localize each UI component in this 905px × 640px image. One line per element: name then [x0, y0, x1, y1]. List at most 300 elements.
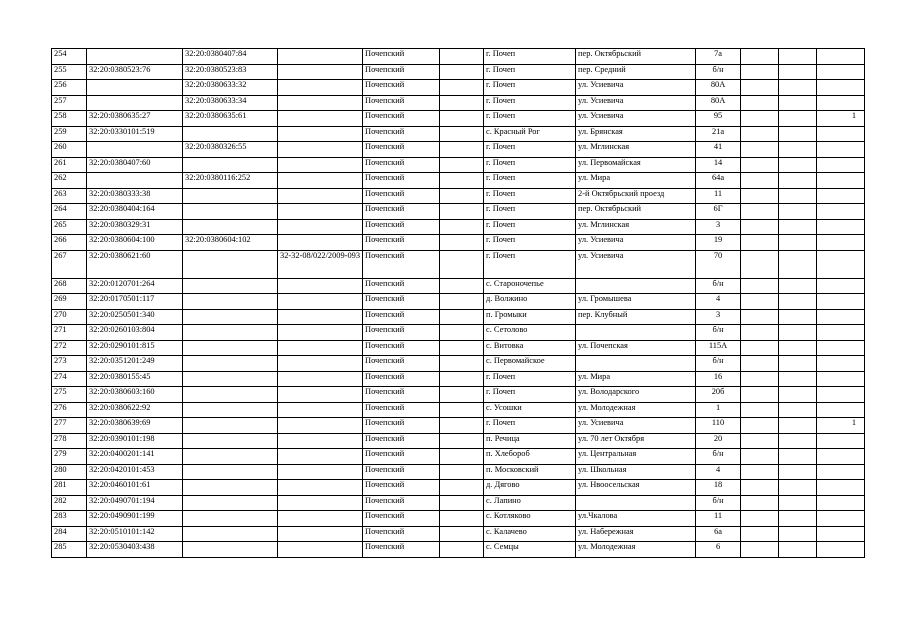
- cell-settlement: г. Почеп: [484, 250, 576, 278]
- cell-registration-number: [278, 188, 363, 204]
- cell-cadastral-number: 32:20:0490701:194: [87, 495, 183, 511]
- cell-extra-3: [779, 309, 817, 325]
- cell-settlement: г. Почеп: [484, 49, 576, 65]
- cell-settlement: с. Сетолово: [484, 325, 576, 341]
- cell-street: ул. Володарского: [576, 387, 696, 403]
- cell-cadastral-number: [87, 49, 183, 65]
- cell-row-number: 269: [52, 294, 87, 310]
- cell-extra-2: [741, 188, 779, 204]
- cell-cadastral-number: 32:20:0380635:27: [87, 111, 183, 127]
- cell-settlement: г. Почеп: [484, 111, 576, 127]
- cell-cadastral-number: 32:20:0420101:453: [87, 464, 183, 480]
- cell-flag: 1: [817, 418, 865, 434]
- cell-house-number: 6а: [696, 526, 741, 542]
- cell-row-number: 271: [52, 325, 87, 341]
- cell-district: Почепский: [363, 204, 440, 220]
- cell-house-number: 21а: [696, 126, 741, 142]
- cell-flag: [817, 309, 865, 325]
- cell-registration-number: [278, 173, 363, 189]
- cell-cadastral-number-2: 32:20:0380604:102: [183, 235, 278, 251]
- cell-settlement: г. Почеп: [484, 235, 576, 251]
- table-row: [52, 418, 865, 434]
- cell-cadastral-number-2: [183, 495, 278, 511]
- cell-extra: [440, 526, 484, 542]
- cell-registration-number: [278, 542, 363, 558]
- cell-cadastral-number-2: 32:20:0380326:55: [183, 142, 278, 158]
- cell-cadastral-number-2: [183, 371, 278, 387]
- table-row: [52, 542, 865, 558]
- cell-street: ул. Усиевича: [576, 250, 696, 278]
- cell-registration-number: [278, 278, 363, 294]
- cell-cadastral-number-2: [183, 387, 278, 403]
- cell-registration-number: [278, 325, 363, 341]
- cell-cadastral-number-2: [183, 511, 278, 527]
- cell-extra-3: [779, 464, 817, 480]
- cell-street: [576, 495, 696, 511]
- cell-extra-2: [741, 495, 779, 511]
- cell-cadastral-number: 32:20:0400201:141: [87, 449, 183, 465]
- table-row: [52, 511, 865, 527]
- cell-extra-3: [779, 542, 817, 558]
- cell-cadastral-number-2: [183, 480, 278, 496]
- table-row: [52, 526, 865, 542]
- cell-settlement: п. Хлебороб: [484, 449, 576, 465]
- table-row: [52, 49, 865, 65]
- cell-street: ул. Молодежная: [576, 542, 696, 558]
- cell-flag: [817, 325, 865, 341]
- table-row: [52, 157, 865, 173]
- cell-extra: [440, 80, 484, 96]
- table-row: [52, 433, 865, 449]
- cell-street: 2-й Октябрьский проезд: [576, 188, 696, 204]
- cell-extra-3: [779, 340, 817, 356]
- cell-row-number: 261: [52, 157, 87, 173]
- cell-district: Почепский: [363, 111, 440, 127]
- table-row: [52, 480, 865, 496]
- cell-flag: [817, 49, 865, 65]
- table-row: [52, 387, 865, 403]
- cell-extra: [440, 126, 484, 142]
- cell-registration-number: [278, 235, 363, 251]
- cell-settlement: г. Почеп: [484, 371, 576, 387]
- cell-cadastral-number: 32:20:0380404:164: [87, 204, 183, 220]
- cell-row-number: 284: [52, 526, 87, 542]
- cell-extra-3: [779, 294, 817, 310]
- cell-cadastral-number-2: 32:20:0380523:83: [183, 64, 278, 80]
- cell-street: ул. Усиевича: [576, 111, 696, 127]
- cell-street: ул.Чкалова: [576, 511, 696, 527]
- cell-extra: [440, 325, 484, 341]
- cell-house-number: 70: [696, 250, 741, 278]
- cell-extra-2: [741, 173, 779, 189]
- table-row: [52, 95, 865, 111]
- cell-registration-number: [278, 480, 363, 496]
- cell-row-number: 283: [52, 511, 87, 527]
- cell-registration-number: [278, 142, 363, 158]
- cell-cadastral-number: 32:20:0380639:69: [87, 418, 183, 434]
- cell-street: [576, 356, 696, 372]
- cell-extra-2: [741, 294, 779, 310]
- cell-row-number: 281: [52, 480, 87, 496]
- table-row: [52, 64, 865, 80]
- cell-flag: [817, 371, 865, 387]
- cell-extra-2: [741, 371, 779, 387]
- cell-registration-number: [278, 402, 363, 418]
- cell-registration-number: [278, 387, 363, 403]
- cell-street: ул. Первомайская: [576, 157, 696, 173]
- cell-extra-2: [741, 418, 779, 434]
- cell-row-number: 273: [52, 356, 87, 372]
- cell-flag: [817, 433, 865, 449]
- cell-district: Почепский: [363, 173, 440, 189]
- cell-row-number: 266: [52, 235, 87, 251]
- cell-row-number: 258: [52, 111, 87, 127]
- cell-extra-2: [741, 80, 779, 96]
- cell-house-number: 6: [696, 542, 741, 558]
- cell-house-number: 19: [696, 235, 741, 251]
- cell-district: Почепский: [363, 433, 440, 449]
- cell-extra: [440, 511, 484, 527]
- cell-cadastral-number: 32:20:0250501:340: [87, 309, 183, 325]
- cell-cadastral-number: 32:20:0490901:199: [87, 511, 183, 527]
- cell-extra: [440, 219, 484, 235]
- cell-street: ул. Мглинская: [576, 219, 696, 235]
- cell-registration-number: [278, 204, 363, 220]
- table-row: [52, 219, 865, 235]
- cell-row-number: 268: [52, 278, 87, 294]
- cell-extra-2: [741, 204, 779, 220]
- cell-district: Почепский: [363, 464, 440, 480]
- cell-cadastral-number-2: [183, 433, 278, 449]
- cell-registration-number: 32-32-08/022/2009-093: [278, 250, 363, 278]
- cell-extra-2: [741, 126, 779, 142]
- cell-extra-2: [741, 526, 779, 542]
- cell-extra-3: [779, 449, 817, 465]
- cell-district: Почепский: [363, 278, 440, 294]
- cell-district: Почепский: [363, 126, 440, 142]
- cell-street: пер. Клубный: [576, 309, 696, 325]
- cell-street: пер. Октябрьский: [576, 204, 696, 220]
- cell-flag: [817, 480, 865, 496]
- cell-cadastral-number: 32:20:0380603:160: [87, 387, 183, 403]
- cell-row-number: 259: [52, 126, 87, 142]
- cell-registration-number: [278, 464, 363, 480]
- cell-cadastral-number: 32:20:0460101:61: [87, 480, 183, 496]
- cell-house-number: б/н: [696, 449, 741, 465]
- cell-row-number: 275: [52, 387, 87, 403]
- cell-extra-2: [741, 157, 779, 173]
- cell-extra: [440, 142, 484, 158]
- cell-extra: [440, 387, 484, 403]
- cell-cadastral-number-2: 32:20:0380633:34: [183, 95, 278, 111]
- cell-extra: [440, 449, 484, 465]
- cell-extra-2: [741, 49, 779, 65]
- cell-district: Почепский: [363, 219, 440, 235]
- cell-extra-2: [741, 219, 779, 235]
- cell-registration-number: [278, 449, 363, 465]
- cell-extra-3: [779, 219, 817, 235]
- cell-cadastral-number: 32:20:0290101:815: [87, 340, 183, 356]
- cell-registration-number: [278, 526, 363, 542]
- cell-street: пер. Октябрьский: [576, 49, 696, 65]
- cell-extra-3: [779, 495, 817, 511]
- cell-extra-2: [741, 309, 779, 325]
- cell-district: Почепский: [363, 449, 440, 465]
- table-row: [52, 173, 865, 189]
- cell-cadastral-number-2: [183, 309, 278, 325]
- cell-registration-number: [278, 356, 363, 372]
- cell-street: ул. Громышева: [576, 294, 696, 310]
- cell-registration-number: [278, 294, 363, 310]
- cell-cadastral-number-2: [183, 219, 278, 235]
- cell-cadastral-number-2: 32:20:0380116:252: [183, 173, 278, 189]
- cell-settlement: с. Калачево: [484, 526, 576, 542]
- cell-cadastral-number: 32:20:0380155:45: [87, 371, 183, 387]
- cell-extra-2: [741, 464, 779, 480]
- cell-house-number: 20: [696, 433, 741, 449]
- cell-row-number: 256: [52, 80, 87, 96]
- cell-flag: [817, 173, 865, 189]
- cell-extra-3: [779, 95, 817, 111]
- cell-flag: [817, 511, 865, 527]
- cell-extra-3: [779, 418, 817, 434]
- cell-district: Почепский: [363, 309, 440, 325]
- cell-extra-2: [741, 325, 779, 341]
- cell-cadastral-number-2: [183, 126, 278, 142]
- cell-house-number: б/н: [696, 64, 741, 80]
- table-body: [52, 49, 865, 558]
- table-row: [52, 80, 865, 96]
- cell-house-number: 80А: [696, 80, 741, 96]
- cell-extra-3: [779, 173, 817, 189]
- cell-settlement: д. Волжино: [484, 294, 576, 310]
- cell-cadastral-number: 32:20:0380604:100: [87, 235, 183, 251]
- cell-extra-3: [779, 142, 817, 158]
- cell-extra-3: [779, 402, 817, 418]
- cell-extra-3: [779, 64, 817, 80]
- cell-extra-3: [779, 511, 817, 527]
- cell-row-number: 267: [52, 250, 87, 278]
- cell-cadastral-number-2: [183, 340, 278, 356]
- cell-district: Почепский: [363, 402, 440, 418]
- cell-district: Почепский: [363, 511, 440, 527]
- cell-cadastral-number-2: [183, 464, 278, 480]
- cell-house-number: 95: [696, 111, 741, 127]
- cell-settlement: г. Почеп: [484, 142, 576, 158]
- cell-extra-3: [779, 157, 817, 173]
- cell-extra: [440, 64, 484, 80]
- cell-flag: [817, 449, 865, 465]
- cell-settlement: с. Витовка: [484, 340, 576, 356]
- cell-extra: [440, 340, 484, 356]
- table-row: [52, 402, 865, 418]
- cell-district: Почепский: [363, 418, 440, 434]
- cell-street: [576, 325, 696, 341]
- cell-registration-number: [278, 126, 363, 142]
- cell-settlement: г. Почеп: [484, 157, 576, 173]
- cell-extra-3: [779, 526, 817, 542]
- cell-extra-3: [779, 188, 817, 204]
- cell-settlement: г. Почеп: [484, 80, 576, 96]
- cell-extra: [440, 418, 484, 434]
- cell-house-number: 16: [696, 371, 741, 387]
- cell-flag: [817, 340, 865, 356]
- cell-cadastral-number: [87, 95, 183, 111]
- cell-settlement: с. Староночепье: [484, 278, 576, 294]
- cell-settlement: с. Котляково: [484, 511, 576, 527]
- cell-district: Почепский: [363, 356, 440, 372]
- cell-registration-number: [278, 371, 363, 387]
- cell-district: Почепский: [363, 250, 440, 278]
- cell-cadastral-number-2: [183, 294, 278, 310]
- cell-cadastral-number-2: [183, 526, 278, 542]
- cell-cadastral-number: 32:20:0330101:519: [87, 126, 183, 142]
- cell-row-number: 272: [52, 340, 87, 356]
- cell-extra-3: [779, 111, 817, 127]
- table-row: [52, 495, 865, 511]
- cell-district: Почепский: [363, 188, 440, 204]
- cell-row-number: 254: [52, 49, 87, 65]
- cell-cadastral-number: [87, 80, 183, 96]
- cell-registration-number: [278, 418, 363, 434]
- cell-house-number: 41: [696, 142, 741, 158]
- cell-registration-number: [278, 219, 363, 235]
- cell-row-number: 276: [52, 402, 87, 418]
- cell-house-number: 3: [696, 219, 741, 235]
- cell-street: ул. Мира: [576, 371, 696, 387]
- cell-row-number: 285: [52, 542, 87, 558]
- cell-flag: [817, 64, 865, 80]
- cell-settlement: с. Лапино: [484, 495, 576, 511]
- cell-district: Почепский: [363, 49, 440, 65]
- cell-settlement: с. Усошки: [484, 402, 576, 418]
- cell-extra-2: [741, 340, 779, 356]
- cell-extra-3: [779, 250, 817, 278]
- cell-extra: [440, 111, 484, 127]
- cell-cadastral-number-2: [183, 278, 278, 294]
- cell-street: пер. Средний: [576, 64, 696, 80]
- cell-settlement: г. Почеп: [484, 219, 576, 235]
- cell-street: ул. Мглинская: [576, 142, 696, 158]
- cell-street: ул. Усиевича: [576, 418, 696, 434]
- cell-cadastral-number: 32:20:0530403:438: [87, 542, 183, 558]
- table-row: [52, 325, 865, 341]
- cell-extra: [440, 173, 484, 189]
- cell-house-number: 4: [696, 464, 741, 480]
- cell-flag: [817, 95, 865, 111]
- cell-flag: [817, 250, 865, 278]
- cell-house-number: 18: [696, 480, 741, 496]
- cell-cadastral-number: 32:20:0510101:142: [87, 526, 183, 542]
- cell-extra: [440, 542, 484, 558]
- cell-extra: [440, 204, 484, 220]
- cell-registration-number: [278, 495, 363, 511]
- cell-flag: [817, 464, 865, 480]
- cell-house-number: 7а: [696, 49, 741, 65]
- cell-district: Почепский: [363, 80, 440, 96]
- table-row: [52, 250, 865, 278]
- cell-registration-number: [278, 80, 363, 96]
- cell-flag: [817, 235, 865, 251]
- cell-registration-number: [278, 64, 363, 80]
- cell-house-number: б/н: [696, 278, 741, 294]
- cell-settlement: г. Почеп: [484, 95, 576, 111]
- cell-extra-2: [741, 278, 779, 294]
- cell-district: Почепский: [363, 64, 440, 80]
- cell-extra-3: [779, 80, 817, 96]
- table-row: [52, 142, 865, 158]
- table-row: [52, 278, 865, 294]
- cell-district: Почепский: [363, 157, 440, 173]
- cell-settlement: п. Громыки: [484, 309, 576, 325]
- cell-row-number: 260: [52, 142, 87, 158]
- cell-cadastral-number-2: [183, 325, 278, 341]
- cell-row-number: 263: [52, 188, 87, 204]
- cell-extra: [440, 480, 484, 496]
- cell-settlement: д. Дягово: [484, 480, 576, 496]
- cell-settlement: п. Московский: [484, 464, 576, 480]
- cell-district: Почепский: [363, 325, 440, 341]
- cell-flag: [817, 387, 865, 403]
- cell-row-number: 264: [52, 204, 87, 220]
- cell-house-number: 115А: [696, 340, 741, 356]
- cell-house-number: 1: [696, 402, 741, 418]
- cell-extra-2: [741, 542, 779, 558]
- cell-cadastral-number: 32:20:0380333:38: [87, 188, 183, 204]
- cell-settlement: с. Семцы: [484, 542, 576, 558]
- cell-cadastral-number: 32:20:0120701:264: [87, 278, 183, 294]
- cell-flag: [817, 157, 865, 173]
- cell-extra-2: [741, 511, 779, 527]
- cell-flag: [817, 80, 865, 96]
- cell-cadastral-number-2: 32:20:0380635:61: [183, 111, 278, 127]
- cell-house-number: 11: [696, 511, 741, 527]
- cell-district: Почепский: [363, 495, 440, 511]
- cell-cadastral-number: 32:20:0380407:60: [87, 157, 183, 173]
- cell-extra: [440, 433, 484, 449]
- cell-row-number: 274: [52, 371, 87, 387]
- cell-extra-2: [741, 387, 779, 403]
- cell-flag: [817, 278, 865, 294]
- cell-row-number: 265: [52, 219, 87, 235]
- cell-row-number: 270: [52, 309, 87, 325]
- cell-street: ул. 70 лет Октября: [576, 433, 696, 449]
- cell-district: Почепский: [363, 294, 440, 310]
- cell-extra: [440, 495, 484, 511]
- cell-street: [576, 278, 696, 294]
- cell-street: ул. Усиевича: [576, 80, 696, 96]
- cell-street: ул. Центральная: [576, 449, 696, 465]
- cell-extra-2: [741, 356, 779, 372]
- table-row: [52, 371, 865, 387]
- table-row: [52, 464, 865, 480]
- cell-house-number: 64а: [696, 173, 741, 189]
- cell-registration-number: [278, 340, 363, 356]
- cell-extra: [440, 49, 484, 65]
- cell-extra-3: [779, 49, 817, 65]
- cell-cadastral-number: [87, 173, 183, 189]
- cell-district: Почепский: [363, 387, 440, 403]
- cell-extra-3: [779, 204, 817, 220]
- cell-registration-number: [278, 309, 363, 325]
- table-row: [52, 111, 865, 127]
- cell-settlement: п. Речица: [484, 433, 576, 449]
- table-row: [52, 126, 865, 142]
- cell-flag: [817, 219, 865, 235]
- cell-house-number: б/н: [696, 495, 741, 511]
- cell-settlement: с. Красный Рог: [484, 126, 576, 142]
- cell-flag: [817, 402, 865, 418]
